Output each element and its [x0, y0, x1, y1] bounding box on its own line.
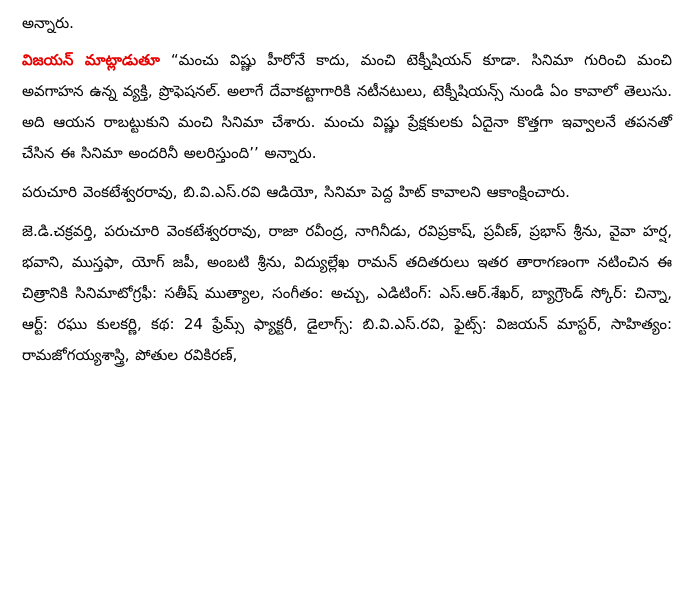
speaker-name: విజయన్ మాట్లాడుతూ [22, 51, 160, 69]
intro-line: అన్నారు. [22, 14, 74, 32]
paragraph-audio-wishes: పరుచూరి వెంకటేశ్వరరావు, బి.వి.ఎస్.రవి ఆడియో, సినిమా పెద్ద హిట్ కావాలని ఆకాంక్షించారు. [22, 183, 570, 201]
quote-text: “మంచు విష్ణు హీరోనే కాదు, మంచి టెక్నీషియన్ కూడా. సినిమా గురించి మంచి అవగాహన ఉన్న వ్యక్తి, ప్రొఫెషనల్. అలాగే దేవాకట్టాగారికి నటీనటులు, టెక్నీషియన్స్ నుండి ఏం కావాలో తెలుసు. అది ఆయన రాబట్టుకుని మంచి సినిమా చేశారు. మంచు విష్ణు ప్రేక్షకులకు ఏదైనా కొత్తగా ఇవ్వాలనే తపనతో చేసిన ఈ సినిమా అందరినీ అలరిస్తుంది’’ అన్నారు. [22, 51, 673, 162]
quote-paragraph [22, 45, 672, 169]
paragraph-cast-crew: జె.డి.చక్రవర్తి, పరుచూరి వెంకటేశ్వరరావు, రాజా రవీంద్ర, నాగినీడు, రవిప్రకాష్, ప్రవీణ్, ప్రభాస్ శ్రీను, వైవా హర్ష, భవాని, ముస్తఫా, యోగ్ జపీ, అంబటి శ్రీను, విద్యుల్లేఖ రామన్ తదితరులు ఇతర తారాగణంగా నటించిన ఈ చిత్రానికి సినిమాటోగ్రఫీ: సతీష్ ముత్యాల, సంగీతం: అచ్చు, ఎడిటింగ్: ఎస్.ఆర్.శేఖర్, బ్యాగ్రౌండ్ స్కోర్: చిన్నా, ఆర్ట్: రఘు కులకర్ణి, కథ: 24 ఫ్రేమ్స్ ఫ్యాక్టరీ, డైలాగ్స్: బి.వి.ఎస్.రవి, ఫైట్స్: విజయన్ మాస్టర్, సాహిత్యం: రామజోగయ్యశాస్త్రి, పోతుల రవికిరణ్, [22, 222, 672, 364]
article-body [22, 8, 672, 379]
